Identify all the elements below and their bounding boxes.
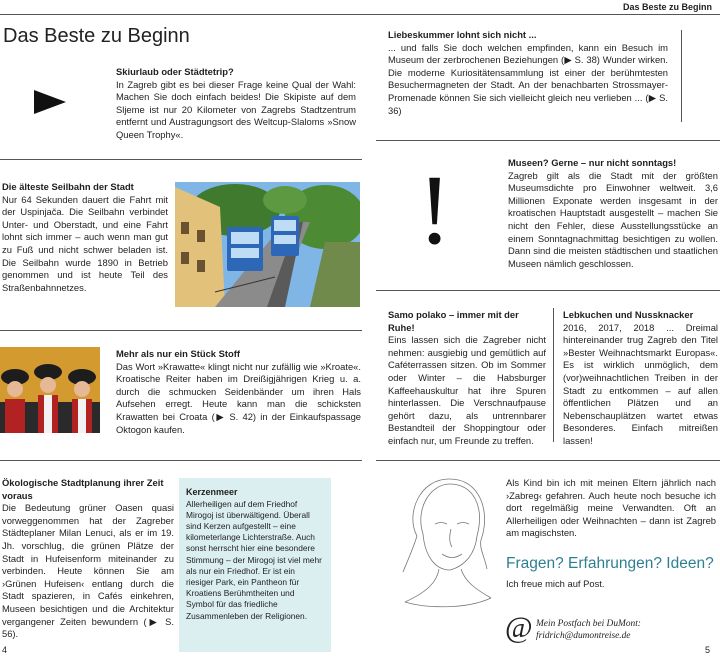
polako-block <box>388 309 546 448</box>
header-rule <box>0 14 720 15</box>
author-portrait <box>395 474 495 614</box>
funicular-photo <box>175 182 360 307</box>
running-header: Das Beste zu Beginn <box>622 2 712 12</box>
lebkuchen-block <box>563 309 718 448</box>
at-sign-icon: @ <box>505 611 533 644</box>
kerzenmeer-text: Allerheiligen auf dem Friedhof Mirogoj ist überwältigend. Überall sind Kerzen aufgestellt – eine kilometerlange Lichterstraße. Auch sonst herrscht hier eine besondere Stimmung – der Mirogoj ist viel mehr als nur ein Friedhof. Er ist ein riesiger Park, ein Pantheon für Kroatiens Berühmtheiten und Symbol für das friedliche Zusammenleben der Religionen. <box>186 498 322 621</box>
stoff-text: Das Wort »Krawatte« klingt nicht nur zufällig wie »Kroate«. Kroatische Reiter haben im Dreißigjährigen Krieg u. a. durch die schmucken Seidenbänder um ihren Hals Aufsehen erregt. Heute kann man die schicksten Krawatten bei Croata (▶ S. 42) in der Einkaufspassage Oktogon kaufen. <box>116 360 361 435</box>
page-number-right: 5 <box>704 645 710 655</box>
museen-heading: Museen? Gerne – nur nicht sonntags! <box>508 157 677 168</box>
vertical-divider <box>681 30 682 122</box>
polako-text: Eins lassen sich die Zagreber nicht nehmen: ausgiebig und gemütlich auf Caféterrassen sitzen. Ob im Sommer oder Winter – die Habsburger Kaffeehauskultur hat ihre Spuren hinterlassen. Die Verschnaufpause gehört dazu, als untrennbarer Bestandteil der Shoppingtour oder einfach nur, um Freunde zu treffen. <box>388 334 546 446</box>
question-heading: Fragen? Erfahrungen? Ideen? <box>506 555 714 572</box>
stoff-heading: Mehr als nur ein Stück Stoff <box>116 348 240 359</box>
lebkuchen-text: 2016, 2017, 2018 ... Dreimal hintereinander trug Zagreb den Titel »Bester Weihnachtsmarkt Europas«. Es ist wirklich unmöglich, dem (vor)weihnachtlichen Treiben in der Stadt zu entkommen – auf allen öffentlichen Plätzen und an Nebenschauplätzen wartet etwas Besonderes. Einfach mitreißen lassen! <box>563 321 718 446</box>
seilbahn-block <box>2 181 168 294</box>
oeko-text: Die Bedeutung grüner Oasen quasi vorweggenommen hat der Zagreber Städteplaner Milan Lenuci, als er im 19. Jh. vorschlug, die grünen Plätze der Stadt in Hufeisenform miteinander zu verbinden. Heute können Sie am ›Grünen Hufeisen‹ entlang durch die Stadt spazieren, in Cafés einkehren, Museen besichtigen und die Architektur vergangener Zeiten bewundern (▶ S. 56). <box>2 502 174 640</box>
liebeskummer-text: ... und falls Sie doch welchen empfinden, kann ein Besuch im Museum der zerbrochenen Beziehungen (▶ S. 38) Wunder wirken. Die moderne Kuriositätensammlung ist einer der berühmtesten Besuchermagneten der Stadt. An der benachbarten Strossmayer-Promenade können Sie sich vielleicht gleich neu verlieben ... (▶ S. 36) <box>388 41 668 116</box>
email-link[interactable]: fridrich@dumontreise.de <box>536 631 631 642</box>
postfach-block <box>536 618 641 643</box>
page-title: Das Beste zu Beginn <box>3 25 190 47</box>
vertical-divider <box>553 308 554 442</box>
kerzenmeer-heading: Kerzenmeer <box>186 487 238 497</box>
exclamation-mark-icon: ! <box>418 154 452 265</box>
oeko-heading: Ökologische Stadtplanung ihrer Zeit voraus <box>2 477 164 501</box>
seilbahn-text: Nur 64 Sekunden dauert die Fahrt mit der Uspinjača. Die Seilbahn verbindet Unter- und Oberstadt, und eine Fahrt lohnt sich immer – auch wenn man gut zu Fuß und nicht schwer beladen ist. Die Seilbahn wurde 1890 in Betrieb genommen und ist heute Teil des Straßenbahnnetzes. <box>2 193 168 293</box>
divider <box>376 140 720 141</box>
arrow-icon <box>34 90 70 114</box>
skiurlaub-text: In Zagreb gibt es bei dieser Frage keine Qual der Wahl: Machen Sie doch einfach beides! Die Skipiste auf dem Sljeme ist nur 20 Kilometer von Zagrebs Stadtzentrum entfernt und Austragungsort des Weltcup-Slaloms »Snow Queen Trophy«. <box>116 78 356 140</box>
page-number-left: 4 <box>2 645 8 655</box>
author-block <box>506 477 716 540</box>
divider <box>376 290 720 291</box>
oeko-block <box>2 477 174 641</box>
stoff-block <box>116 348 361 436</box>
postfach-label: Mein Postfach bei DuMont: <box>536 619 641 629</box>
author-text: Als Kind bin ich mit meinen Eltern jährlich nach ›Zabreg‹ gefahren. Auch heute noch besuche ich dort regelmäßig meine Verwandten. Oft an Allerheiligen oder Weihnachten – dann ist Zagreb am magischsten. <box>506 477 716 539</box>
reply-text: Ich freue mich auf Post. <box>506 578 605 589</box>
museen-text: Zagreb gilt als die Stadt mit der größten Museumsdichte pro Einwohner weltweit. 3,6 Millionen Exponate werden insgesamt in der kroatischen Hauptstadt ausgestellt – machen Sie nicht den Fehler, diese Ausstellungsstücke an einem Sonntagnachmittag besichtigen zu wollen. Dann sind die meisten städtischen und staatlichen Museen nämlich geschlossen. <box>508 169 718 269</box>
liebeskummer-heading: Liebeskummer lohnt sich nicht ... <box>388 29 537 40</box>
hussars-photo <box>0 347 100 433</box>
skiurlaub-block <box>116 66 356 142</box>
divider <box>0 460 362 461</box>
liebeskummer-block <box>388 29 668 117</box>
divider <box>0 330 362 331</box>
skiurlaub-heading: Skiurlaub oder Städtetrip? <box>116 66 234 77</box>
seilbahn-heading: Die älteste Seilbahn der Stadt <box>2 181 134 192</box>
divider <box>376 460 720 461</box>
kerzenmeer-box <box>179 478 331 652</box>
polako-heading: Samo polako – immer mit der Ruhe! <box>388 309 519 333</box>
lebkuchen-heading: Lebkuchen und Nussknacker <box>563 309 694 320</box>
divider <box>0 159 362 160</box>
museen-block <box>508 157 718 270</box>
